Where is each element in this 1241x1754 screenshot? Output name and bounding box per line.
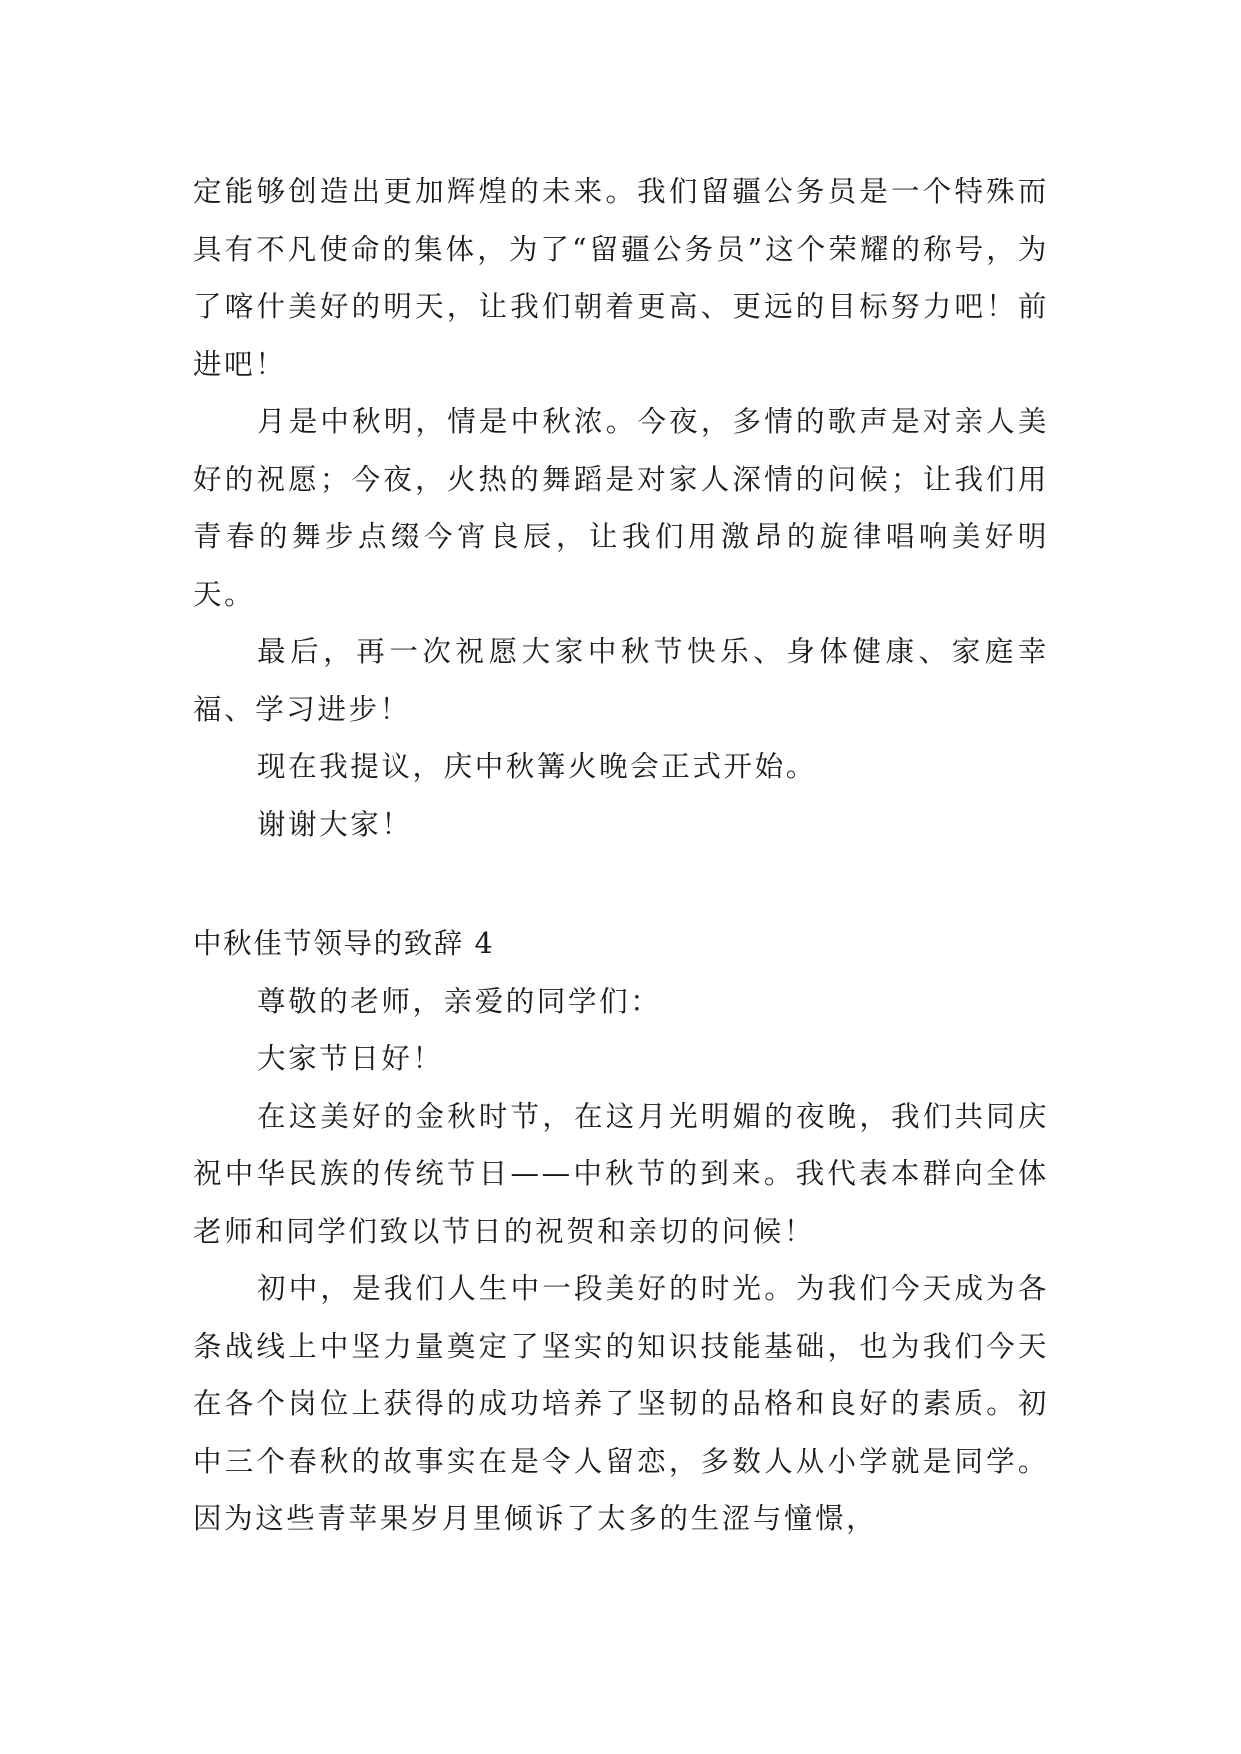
document-body xyxy=(193,163,1049,1548)
section-heading: 中秋佳节领导的致辞 4 xyxy=(193,927,495,960)
paragraph: 初中，是我们人生中一段美好的时光。为我们今天成为各条战线上中坚力量奠定了坚实的知识技能基础，也为我们今天在各个岗位上获得的成功培养了坚韧的品格和良好的素质。初中三个春秋的故事实在是令人留恋，多数人从小学就是同学。因为这些青苹果岁月里倾诉了太多的生涩与憧憬， xyxy=(193,1272,1049,1535)
paragraph: 最后，再一次祝愿大家中秋节快乐、身体健康、家庭幸福、学习进步！ xyxy=(193,635,1049,726)
section-spacer xyxy=(193,853,1049,915)
paragraph: 月是中秋明，情是中秋浓。今夜，多情的歌声是对亲人美好的祝愿；今夜，火热的舞蹈是对家人深情的问候；让我们用青春的舞步点缀今宵良辰，让我们用激昂的旋律唱响美好明天。 xyxy=(193,405,1049,611)
greeting: 大家节日好！ xyxy=(257,1042,444,1075)
paragraph: 谢谢大家！ xyxy=(257,807,413,841)
paragraph: 现在我提议，庆中秋篝火晚会正式开始。 xyxy=(257,750,817,783)
salutation: 尊敬的老师，亲爱的同学们： xyxy=(257,984,662,1018)
paragraph: 定能够创造出更加辉煌的未来。我们留疆公务员是一个特殊而具有不凡使命的集体，为了“留疆公务员”这个荣耀的称号，为了喀什美好的明天，让我们朝着更高、更远的目标努力吧！前进吧！ xyxy=(193,175,1049,381)
paragraph: 在这美好的金秋时节，在这月光明媚的夜晚，我们共同庆祝中华民族的传统节日——中秋节的到来。我代表本群向全体老师和同学们致以节日的祝贺和亲切的问候！ xyxy=(193,1099,1049,1248)
